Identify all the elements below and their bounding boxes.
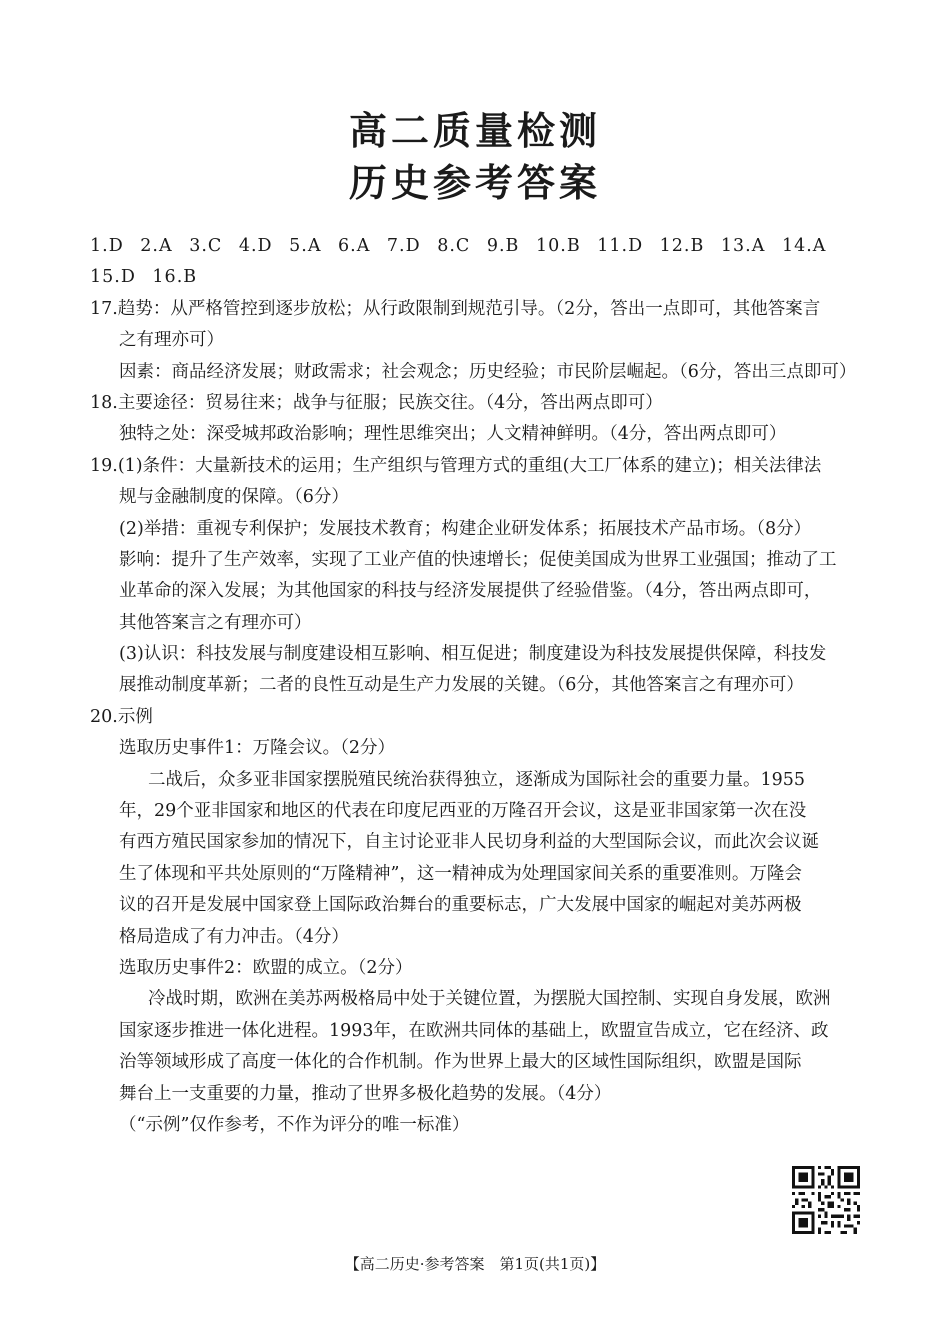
mc-answers-line-2: 15.D 16.B	[90, 267, 198, 288]
q19-line-8: 展推动制度革新；二者的良性互动是生产力发展的关键。（6分，其他答案言之有理亦可）	[119, 675, 804, 696]
page-footer: 【高二历史·参考答案 第1页(共1页)】	[344, 1255, 606, 1273]
q20-line-3: 二战后，众多亚非国家摆脱殖民统治获得独立，逐渐成为国际社会的重要力量。1955	[148, 769, 806, 790]
q19-line-7: (3)认识：科技发展与制度建设相互影响、相互促进；制度建设为科技发展提供保障，科技发	[119, 644, 827, 665]
q19-line-3: (2)举措：重视专利保护；发展技术教育；构建企业研发体系；拓展技术产品市场。（8分）	[119, 518, 812, 539]
q17-line-1: 17.趋势：从严格管控到逐步放松；从行政限制到规范引导。（2分，答出一点即可，其他答案言	[90, 298, 821, 319]
q20-line-5: 有西方殖民国家参加的情况下，自主讨论亚非人民切身利益的大型国际会议，而此次会议诞	[119, 832, 819, 853]
q19-line-5: 业革命的深入发展；为其他国家的科技与经济发展提供了经验借鉴。（4分，答出两点即可，	[119, 581, 822, 602]
q20-line-14: （“示例”仅作参考，不作为评分的唯一标准）	[119, 1114, 470, 1135]
q20-line-12: 治等领域形成了高度一体化的合作机制。作为世界上最大的区域性国际组织，欧盟是国际	[119, 1052, 802, 1073]
q20-line-13: 舞台上一支重要的力量，推动了世界多极化趋势的发展。（4分）	[119, 1083, 612, 1104]
q20-line-7: 议的召开是发展中国家登上国际政治舞台的重要标志，广大发展中国家的崛起对美苏两极	[119, 895, 802, 916]
mc-answers-line-1: 1.D 2.A 3.C 4.D 5.A 6.A 7.D 8.C 9.B 10.B 11.D 12.B 13.A 14.A	[90, 236, 827, 256]
q20-line-11: 国家逐步推进一体化进程。1993年，在欧洲共同体的基础上，欧盟宣告成立，它在经济、政	[119, 1020, 829, 1041]
page-subtitle: 历史参考答案	[348, 161, 601, 205]
q20-line-2: 选取历史事件1：万隆会议。（2分）	[119, 738, 396, 759]
q17-line-3: 因素：商品经济发展；财政需求；社会观念；历史经验；市民阶层崛起。（6分，答出三点即可）	[119, 361, 857, 382]
q20-line-4: 年，29个亚非国家和地区的代表在印度尼西亚的万隆召开会议，这是亚非国家第一次在没	[119, 801, 807, 822]
q18-line-1: 18.主要途径：贸易往来；战争与征服；民族交往。（4分，答出两点即可）	[90, 392, 663, 413]
q17-line-2: 之有理亦可）	[119, 330, 224, 351]
q19-line-2: 规与金融制度的保障。（6分）	[119, 487, 349, 508]
page-title: 高二质量检测	[348, 109, 601, 153]
answer-content	[90, 231, 866, 1141]
q20-line-8: 格局造成了有力冲击。（4分）	[119, 926, 349, 947]
q19-line-6: 其他答案言之有理亦可）	[119, 612, 312, 633]
qr-code-icon	[792, 1166, 860, 1234]
q20-line-9: 选取历史事件2：欧盟的成立。（2分）	[119, 957, 413, 978]
q20-line-1: 20.示例	[90, 706, 153, 727]
q20-line-6: 生了体现和平共处原则的“万隆精神”，这一精神成为处理国家间关系的重要准则。万隆会	[119, 863, 802, 884]
q20-line-10: 冷战时期，欧洲在美苏两极格局中处于关键位置，为摆脱大国控制、实现自身发展，欧洲	[148, 989, 831, 1010]
q19-line-1: 19.(1)条件：大量新技术的运用；生产组织与管理方式的重组(大工厂体系的建立)；相关法律法	[90, 455, 822, 476]
q18-line-2: 独特之处：深受城邦政治影响；理性思维突出；人文精神鲜明。（4分，答出两点即可）	[119, 424, 787, 445]
q19-line-4: 影响：提升了生产效率，实现了工业产值的快速增长；促使美国成为世界工业强国；推动了工	[119, 549, 837, 570]
